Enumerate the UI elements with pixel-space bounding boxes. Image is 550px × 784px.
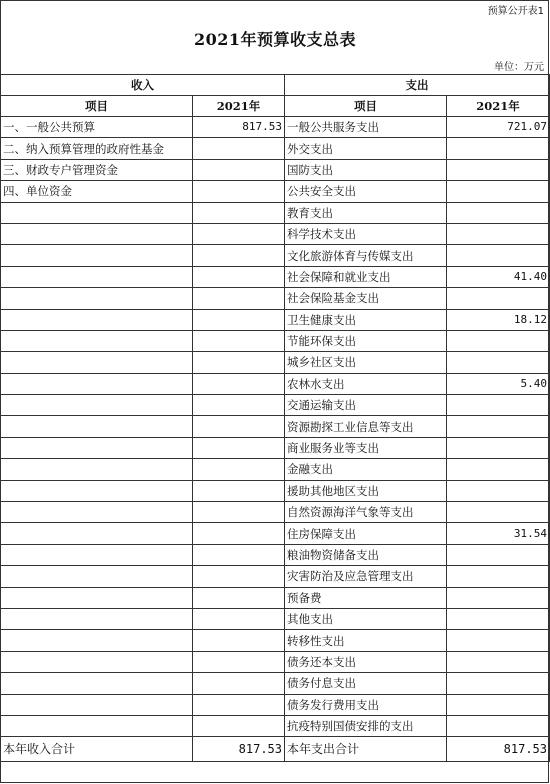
table-row	[1, 587, 550, 608]
income-item-cell: 三、财政专户管理资金	[1, 159, 193, 180]
expense-value-cell: 41.40	[447, 266, 550, 287]
income-header: 收入	[1, 75, 285, 96]
table-row	[1, 159, 550, 180]
income-value-cell	[193, 437, 285, 458]
expense-value-cell	[447, 544, 550, 565]
table-row	[1, 437, 550, 458]
expense-item-cell: 交通运输支出	[285, 395, 447, 416]
income-value-cell	[193, 630, 285, 651]
expense-item-cell: 公共安全支出	[285, 181, 447, 202]
income-item-cell	[1, 630, 193, 651]
expense-value-cell	[447, 330, 550, 351]
expense-item-cell: 社会保险基金支出	[285, 288, 447, 309]
table-row	[1, 694, 550, 715]
income-item-cell	[1, 352, 193, 373]
expense-item-header: 项目	[285, 96, 447, 117]
sheet-label: 预算公开表1	[487, 6, 544, 17]
income-item-cell: 四、单位资金	[1, 181, 193, 202]
expense-value-cell	[447, 159, 550, 180]
income-item-cell: 一、一般公共预算	[1, 117, 193, 138]
table-row	[1, 330, 550, 351]
expense-value-cell	[447, 138, 550, 159]
expense-header: 支出	[285, 75, 550, 96]
income-value-cell	[193, 373, 285, 394]
expense-value-cell	[447, 651, 550, 672]
income-item-cell	[1, 223, 193, 244]
income-value-cell	[193, 651, 285, 672]
expense-item-cell: 卫生健康支出	[285, 309, 447, 330]
income-item-cell	[1, 480, 193, 501]
income-value-cell	[193, 395, 285, 416]
expense-item-cell: 其他支出	[285, 608, 447, 629]
income-item-cell	[1, 523, 193, 544]
expense-total-value: 817.53	[447, 737, 550, 762]
expense-item-cell: 一般公共服务支出	[285, 117, 447, 138]
expense-total-label: 本年支出合计	[285, 737, 447, 762]
income-value-cell: 817.53	[193, 117, 285, 138]
income-item-cell	[1, 266, 193, 287]
income-item-cell	[1, 373, 193, 394]
expense-value-cell	[447, 694, 550, 715]
income-value-cell	[193, 309, 285, 330]
expense-item-cell: 金融支出	[285, 459, 447, 480]
expense-item-cell: 社会保障和就业支出	[285, 266, 447, 287]
expense-value-cell	[447, 437, 550, 458]
income-value-cell	[193, 715, 285, 736]
expense-item-cell: 粮油物资储备支出	[285, 544, 447, 565]
income-item-cell	[1, 245, 193, 266]
income-item-cell	[1, 416, 193, 437]
income-item-cell	[1, 288, 193, 309]
expense-item-cell: 自然资源海洋气象等支出	[285, 502, 447, 523]
income-item-cell: 二、纳入预算管理的政府性基金	[1, 138, 193, 159]
income-value-cell	[193, 159, 285, 180]
table-row	[1, 395, 550, 416]
income-value-cell	[193, 673, 285, 694]
expense-value-cell	[447, 673, 550, 694]
expense-value-cell	[447, 502, 550, 523]
expense-value-cell	[447, 459, 550, 480]
table-row	[1, 480, 550, 501]
table-row	[1, 608, 550, 629]
income-value-cell	[193, 480, 285, 501]
expense-item-cell: 灾害防治及应急管理支出	[285, 566, 447, 587]
expense-item-cell: 资源勘探工业信息等支出	[285, 416, 447, 437]
income-total-label: 本年收入合计	[1, 737, 193, 762]
expense-value-cell	[447, 223, 550, 244]
expense-item-cell: 外交支出	[285, 138, 447, 159]
totals-row	[1, 737, 550, 762]
expense-value-cell	[447, 352, 550, 373]
table-row	[1, 502, 550, 523]
expense-item-cell: 转移性支出	[285, 630, 447, 651]
table-row	[1, 544, 550, 565]
expense-item-cell: 债务发行费用支出	[285, 694, 447, 715]
income-item-cell	[1, 309, 193, 330]
income-item-cell	[1, 608, 193, 629]
income-value-cell	[193, 138, 285, 159]
income-item-cell	[1, 673, 193, 694]
table-row	[1, 181, 550, 202]
expense-item-cell: 节能环保支出	[285, 330, 447, 351]
expense-item-cell: 抗疫特别国债安排的支出	[285, 715, 447, 736]
expense-item-cell: 援助其他地区支出	[285, 480, 447, 501]
income-year-header: 2021年	[193, 96, 285, 117]
income-value-cell	[193, 608, 285, 629]
expense-item-cell: 预备费	[285, 587, 447, 608]
table-row	[1, 245, 550, 266]
income-value-cell	[193, 288, 285, 309]
table-row	[1, 566, 550, 587]
expense-value-cell	[447, 202, 550, 223]
income-value-cell	[193, 181, 285, 202]
income-item-cell	[1, 587, 193, 608]
income-item-cell	[1, 202, 193, 223]
table-row	[1, 138, 550, 159]
table-row	[1, 288, 550, 309]
income-value-cell	[193, 202, 285, 223]
table-row	[1, 117, 550, 138]
expense-item-cell: 债务付息支出	[285, 673, 447, 694]
table-row	[1, 673, 550, 694]
table-row	[1, 523, 550, 544]
income-value-cell	[193, 566, 285, 587]
expense-value-cell: 5.40	[447, 373, 550, 394]
income-item-cell	[1, 694, 193, 715]
table-row	[1, 202, 550, 223]
expense-value-cell	[447, 630, 550, 651]
table-row	[1, 373, 550, 394]
expense-value-cell	[447, 288, 550, 309]
income-value-cell	[193, 330, 285, 351]
table-row	[1, 651, 550, 672]
income-total-value: 817.53	[193, 737, 285, 762]
income-item-cell	[1, 651, 193, 672]
income-value-cell	[193, 694, 285, 715]
expense-item-cell: 科学技术支出	[285, 223, 447, 244]
income-value-cell	[193, 223, 285, 244]
expense-item-cell: 债务还本支出	[285, 651, 447, 672]
income-value-cell	[193, 416, 285, 437]
income-value-cell	[193, 587, 285, 608]
expense-value-cell: 31.54	[447, 523, 550, 544]
header-row-columns	[1, 96, 550, 117]
expense-item-cell: 国防支出	[285, 159, 447, 180]
expense-item-cell: 商业服务业等支出	[285, 437, 447, 458]
expense-item-cell: 农林水支出	[285, 373, 447, 394]
income-value-cell	[193, 352, 285, 373]
income-value-cell	[193, 502, 285, 523]
table-row	[1, 223, 550, 244]
expense-value-cell	[447, 715, 550, 736]
income-item-cell	[1, 544, 193, 565]
income-value-cell	[193, 266, 285, 287]
income-value-cell	[193, 459, 285, 480]
header-row-sections	[1, 75, 550, 96]
income-item-header: 项目	[1, 96, 193, 117]
table-row	[1, 630, 550, 651]
expense-item-cell: 住房保障支出	[285, 523, 447, 544]
expense-value-cell	[447, 245, 550, 266]
expense-item-cell: 教育支出	[285, 202, 447, 223]
income-item-cell	[1, 459, 193, 480]
expense-value-cell	[447, 608, 550, 629]
expense-value-cell	[447, 566, 550, 587]
expense-value-cell: 18.12	[447, 309, 550, 330]
income-value-cell	[193, 544, 285, 565]
expense-item-cell: 文化旅游体育与传媒支出	[285, 245, 447, 266]
expense-value-cell	[447, 480, 550, 501]
budget-table	[0, 74, 550, 762]
income-item-cell	[1, 395, 193, 416]
expense-item-cell: 城乡社区支出	[285, 352, 447, 373]
table-row	[1, 309, 550, 330]
income-item-cell	[1, 502, 193, 523]
expense-value-cell	[447, 395, 550, 416]
income-value-cell	[193, 523, 285, 544]
table-row	[1, 416, 550, 437]
table-row	[1, 352, 550, 373]
table-row	[1, 715, 550, 736]
income-value-cell	[193, 245, 285, 266]
table-row	[1, 266, 550, 287]
income-item-cell	[1, 330, 193, 351]
expense-value-cell: 721.07	[447, 117, 550, 138]
page-title: 2021年预算收支总表	[193, 30, 357, 49]
expense-value-cell	[447, 587, 550, 608]
income-item-cell	[1, 566, 193, 587]
unit-label: 单位：万元	[494, 62, 544, 73]
income-item-cell	[1, 437, 193, 458]
income-item-cell	[1, 715, 193, 736]
table-row	[1, 459, 550, 480]
expense-value-cell	[447, 416, 550, 437]
expense-year-header: 2021年	[447, 96, 550, 117]
expense-value-cell	[447, 181, 550, 202]
